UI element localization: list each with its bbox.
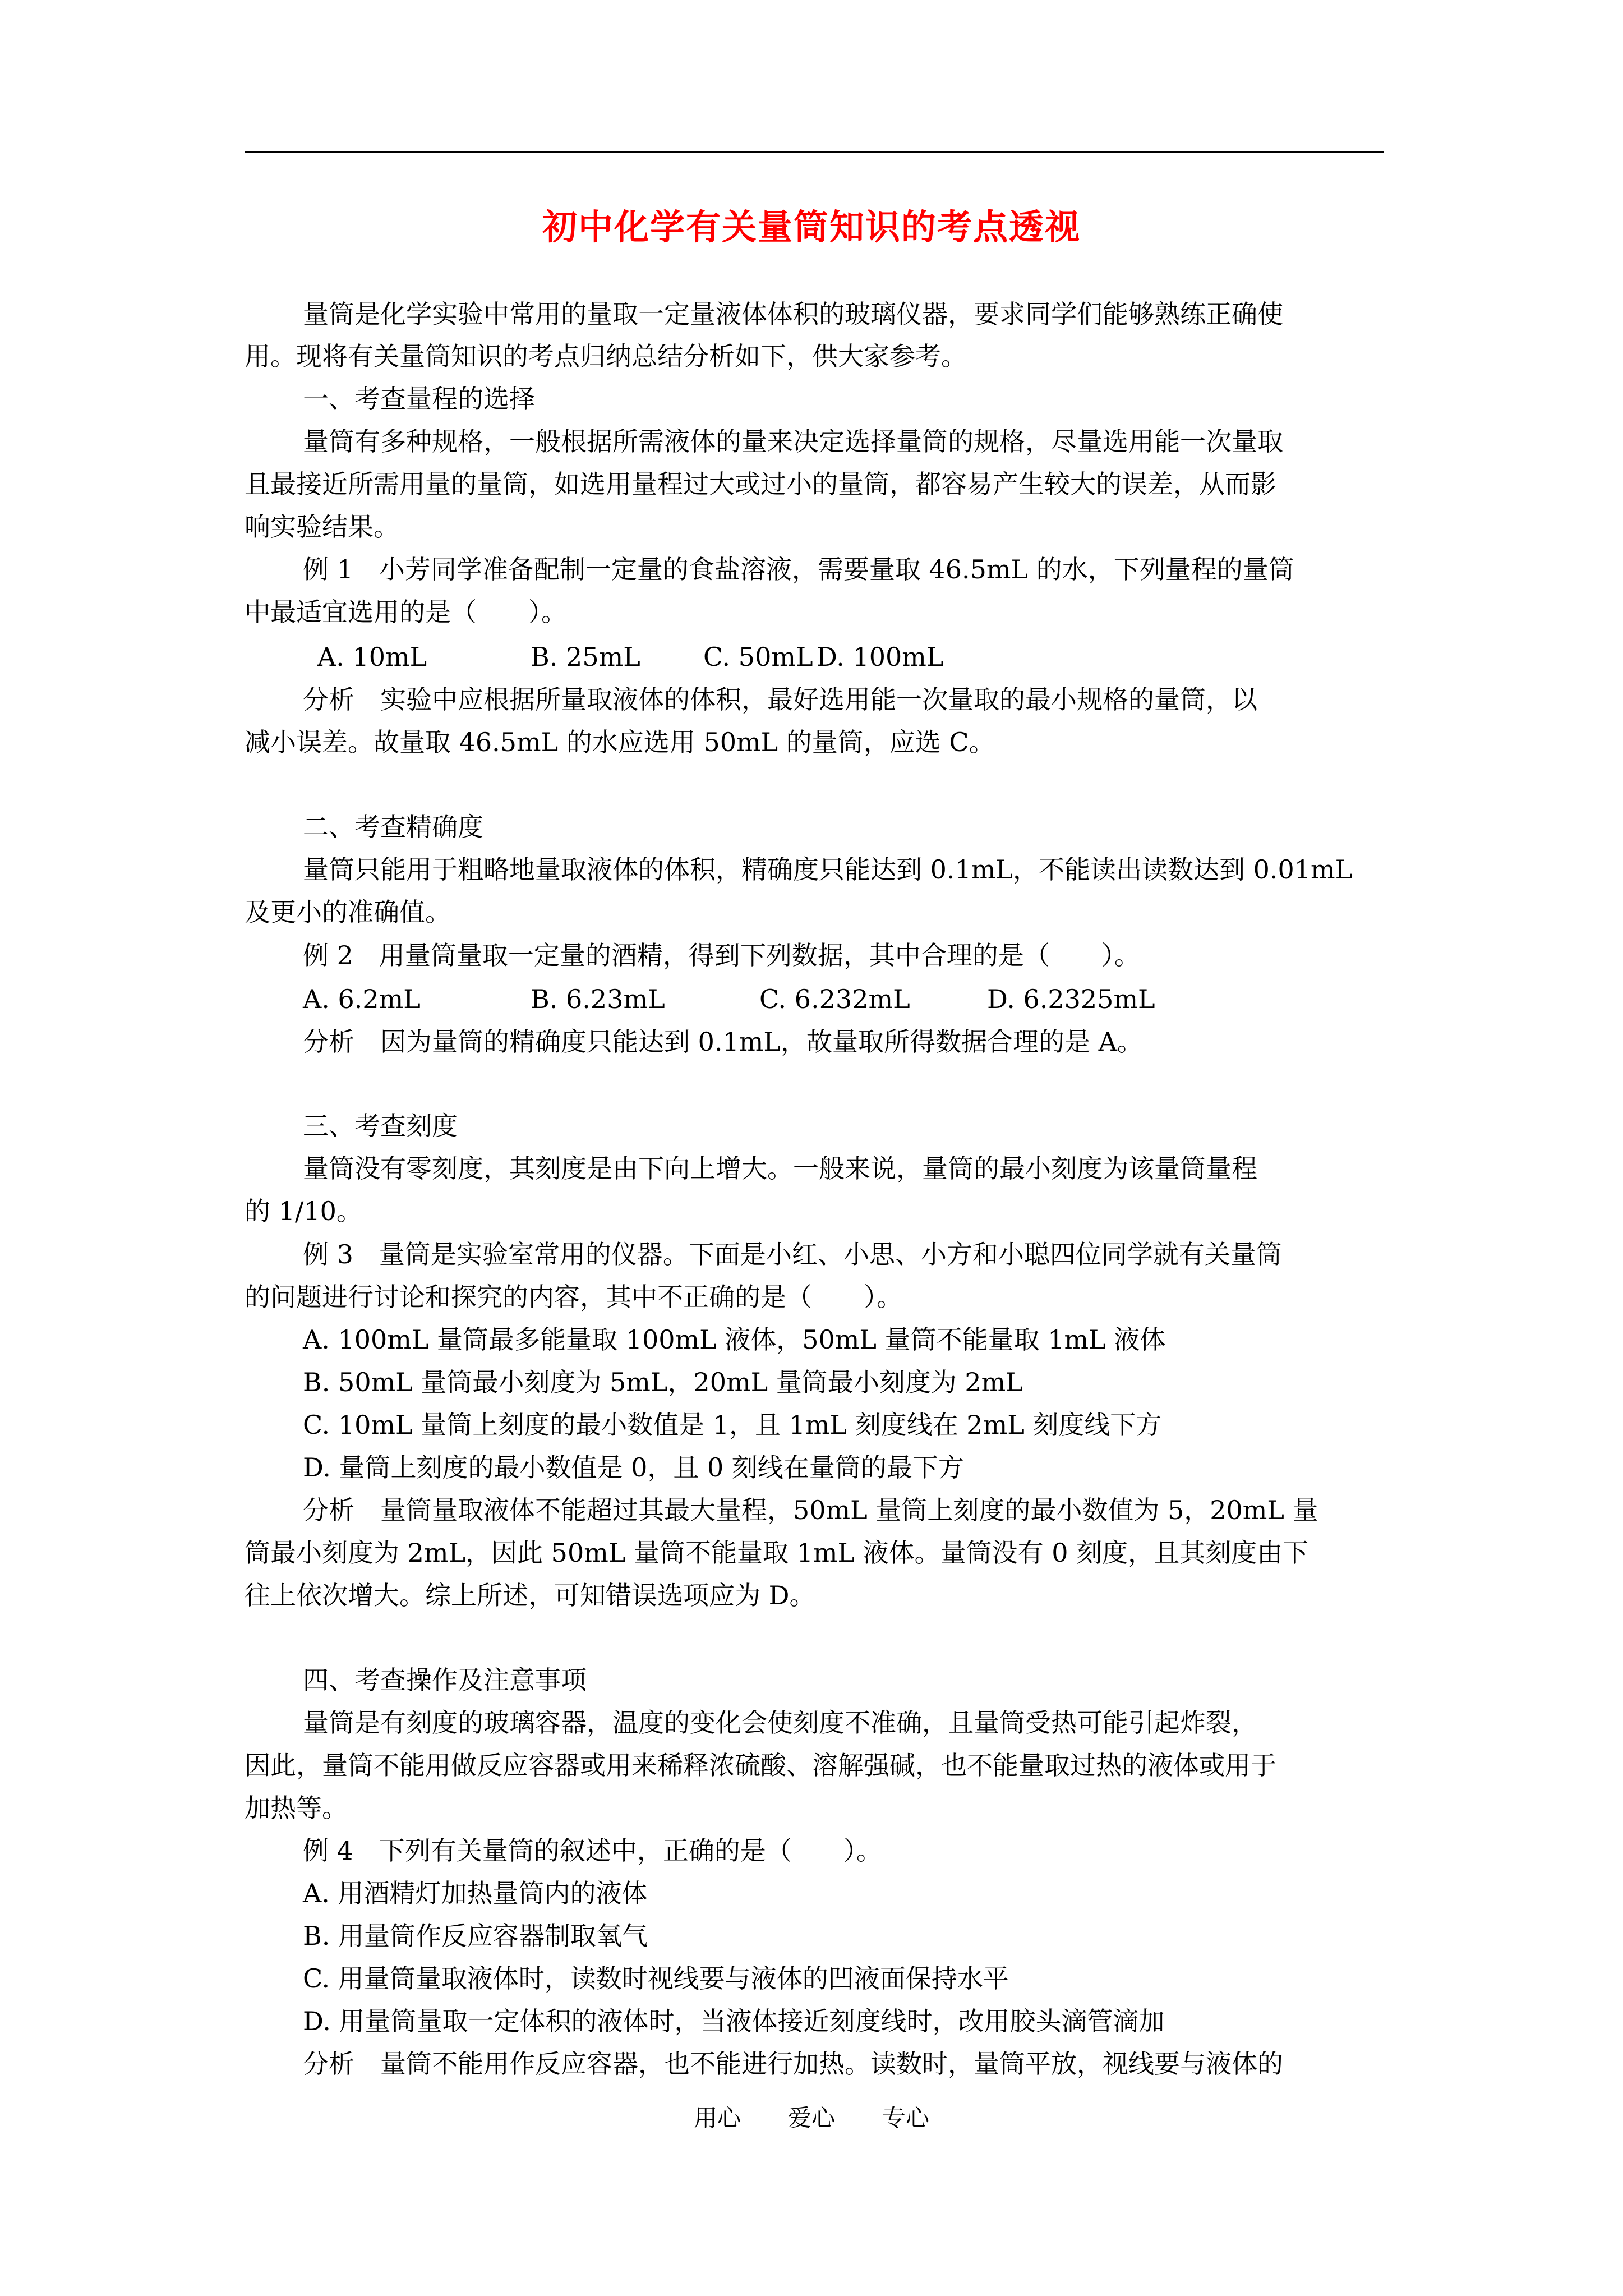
option-d: D. 6.2325mL — [987, 984, 1155, 1014]
paragraph-line: 量筒有多种规格，一般根据所需液体的量来决定选择量筒的规格，尽量选用能一次量取 — [303, 426, 1283, 457]
paragraph-line: 响实验结果。 — [245, 512, 399, 542]
analysis-line: 分析 实验中应根据所量取液体的体积，最好选用能一次量取的最小规格的量筒，以 — [303, 684, 1257, 715]
analysis-line: 减小误差。故量取 46.5mL 的水应选用 50mL 的量筒，应选 C。 — [245, 727, 995, 757]
option-c: C. 6.232mL — [759, 984, 910, 1014]
paragraph-line: 加热等。 — [245, 1793, 348, 1823]
option-d: D. 量筒上刻度的最小数值是 0，且 0 刻线在量筒的最下方 — [303, 1452, 964, 1483]
option-b: B. 用量筒作反应容器制取氧气 — [303, 1921, 648, 1951]
option-a: A. 10mL — [317, 642, 427, 672]
intro-line: 量筒是化学实验中常用的量取一定量液体体积的玻璃仪器，要求同学们能够熟练正确使 — [303, 299, 1283, 329]
section-heading: 三、考查刻度 — [303, 1111, 458, 1141]
option-a: A. 6.2mL — [303, 984, 421, 1014]
option-d: D. 100mL — [817, 642, 944, 672]
example-line: 例 1 小芳同学准备配制一定量的食盐溶液，需要量取 46.5mL 的水，下列量程的量筒 — [303, 554, 1294, 585]
paragraph-line: 量筒只能用于粗略地量取液体的体积，精确度只能达到 0.1mL，不能读出读数达到 0.01mL — [303, 854, 1353, 885]
option-c: C. 10mL 量筒上刻度的最小数值是 1，且 1mL 刻度线在 2mL 刻度线下方 — [303, 1410, 1162, 1440]
option-a: A. 100mL 量筒最多能量取 100mL 液体，50mL 量筒不能量取 1mL 液体 — [303, 1324, 1166, 1355]
analysis-line: 往上依次增大。综上所述，可知错误选项应为 D。 — [245, 1580, 815, 1611]
section-heading: 四、考查操作及注意事项 — [303, 1665, 587, 1695]
footer-text: 专心 — [882, 2104, 930, 2132]
intro-line: 用。现将有关量筒知识的考点归纳总结分析如下，供大家参考。 — [245, 341, 967, 371]
example-line: 例 4 下列有关量筒的叙述中，正确的是（ ）。 — [303, 1835, 882, 1866]
section-heading: 一、考查量程的选择 — [303, 384, 535, 414]
option-c: C. 用量筒量取液体时，读数时视线要与液体的凹液面保持水平 — [303, 1963, 1009, 1994]
option-b: B. 6.23mL — [531, 984, 665, 1014]
analysis-line: 分析 因为量筒的精确度只能达到 0.1mL，故量取所得数据合理的是 A。 — [303, 1027, 1143, 1057]
option-c: C. 50mL — [703, 642, 813, 672]
option-b: B. 50mL 量筒最小刻度为 5mL，20mL 量筒最小刻度为 2mL — [303, 1367, 1023, 1397]
example-line: 例 2 用量筒量取一定量的酒精，得到下列数据，其中合理的是（ ）。 — [303, 940, 1140, 970]
example-line: 的问题进行讨论和探究的内容，其中不正确的是（ ）。 — [245, 1282, 902, 1312]
paragraph-line: 的 1/10。 — [245, 1196, 362, 1226]
paragraph-line: 及更小的准确值。 — [245, 897, 451, 927]
section-heading: 二、考查精确度 — [303, 812, 483, 842]
option-a: A. 用酒精灯加热量筒内的液体 — [303, 1878, 648, 1908]
footer-text: 爱心 — [787, 2104, 835, 2132]
option-b: B. 25mL — [531, 642, 640, 672]
page-footer — [0, 2100, 1623, 2133]
option-d: D. 用量筒量取一定体积的液体时，当液体接近刻度线时，改用胶头滴管滴加 — [303, 2006, 1165, 2036]
footer-text: 用心 — [693, 2104, 741, 2132]
paragraph-line: 且最接近所需用量的量筒，如选用量程过大或过小的量筒，都容易产生较大的误差，从而影 — [245, 469, 1276, 499]
header-rule — [245, 151, 1384, 153]
analysis-line: 筒最小刻度为 2mL，因此 50mL 量筒不能量取 1mL 液体。量筒没有 0 刻度，且其刻度由下 — [245, 1538, 1309, 1568]
paragraph-line: 量筒是有刻度的玻璃容器，温度的变化会使刻度不准确，且量筒受热可能引起炸裂， — [303, 1708, 1257, 1738]
page-title: 初中化学有关量筒知识的考点透视 — [542, 206, 1081, 247]
paragraph-line: 量筒没有零刻度，其刻度是由下向上增大。一般来说，量筒的最小刻度为该量筒量程 — [303, 1153, 1257, 1184]
example-line: 中最适宜选用的是（ ）。 — [245, 597, 567, 627]
paragraph-line: 因此，量筒不能用做反应容器或用来稀释浓硫酸、溶解强碱，也不能量取过热的液体或用于 — [245, 1750, 1276, 1780]
analysis-line: 分析 量筒不能用作反应容器，也不能进行加热。读数时，量筒平放，视线要与液体的 — [303, 2049, 1283, 2079]
analysis-line: 分析 量筒量取液体不能超过其最大量程，50mL 量筒上刻度的最小数值为 5，20mL 量 — [303, 1495, 1318, 1525]
example-line: 例 3 量筒是实验室常用的仪器。下面是小红、小思、小方和小聪四位同学就有关量筒 — [303, 1239, 1282, 1269]
